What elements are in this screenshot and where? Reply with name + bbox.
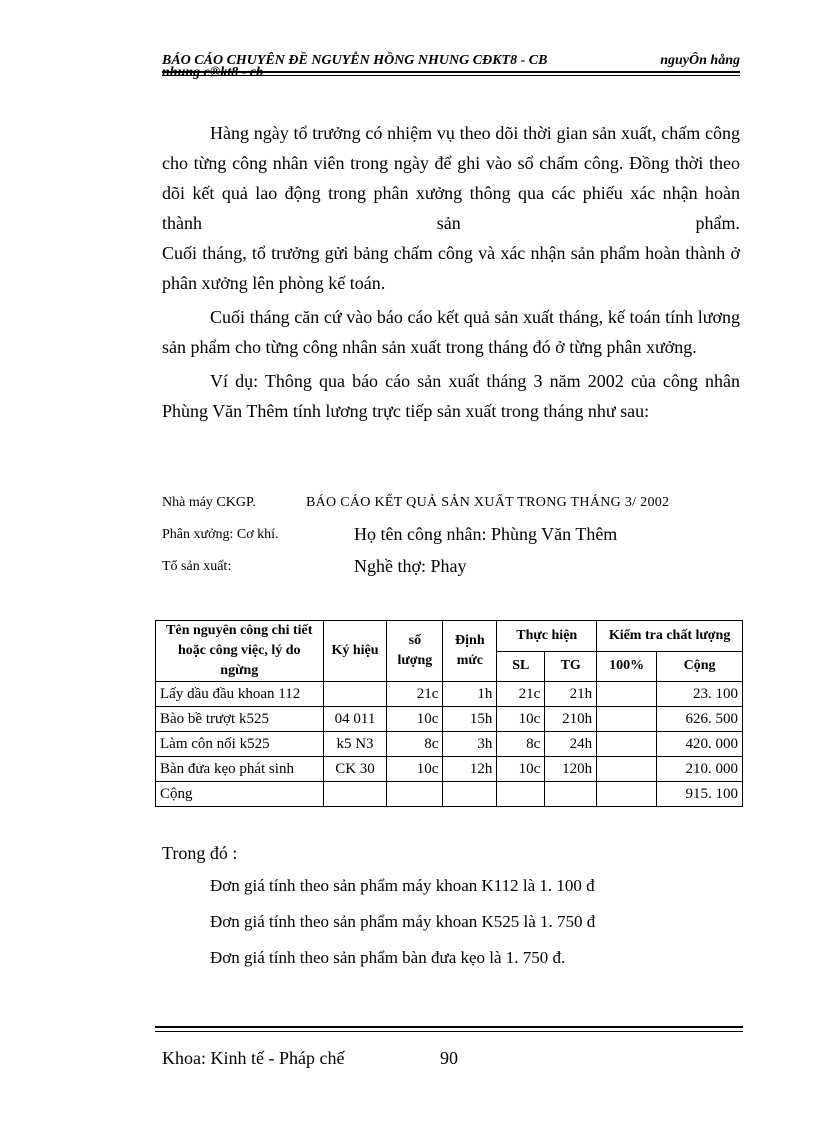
trade-value: Nghề thợ: Phay: [354, 556, 467, 576]
paragraph-1: Hàng ngày tổ trưởng có nhiệm vụ theo dõi thời gian sản xuất, chấm công cho từng công nhân viên trong ngày để ghi vào sổ chấm công. Đồng thời theo dõi kết quả lao động trong phân xưởng thông qua các phiếu xác nhận hoàn thành sản phẩm.: [162, 123, 740, 233]
workshop-label: Phân xưởng: Cơ khí.: [162, 527, 279, 542]
table-row: Làm côn nối k525 k5 N3 8c 3h 8c 24h 420. 000: [156, 732, 743, 757]
footer-rule-thin: [155, 1031, 743, 1032]
col-task: Tên nguyên công chi tiết hoặc công việc, lý do ngừng: [156, 621, 324, 682]
factory-label: Nhà máy CKGP.: [162, 495, 256, 510]
worker-name: Họ tên công nhân: Phùng Văn Thêm: [354, 524, 618, 544]
col-norm: Định mức: [443, 621, 497, 682]
team-label: Tổ sản xuất:: [162, 559, 232, 574]
header-author: nguyÔn hång: [660, 53, 740, 68]
table-total-row: Cộng 915. 100: [156, 782, 743, 807]
col-qty: số lượng: [387, 621, 443, 682]
unit-price-item: Đơn giá tính theo sản phẩm máy khoan K112 là 1. 100 đ: [210, 876, 595, 895]
col-pct: 100%: [597, 651, 657, 682]
header-subtitle: nhung c®kt8 - cb: [162, 65, 264, 80]
header-rule-thin: [162, 75, 740, 76]
unit-price-item: Đơn giá tính theo sản phẩm máy khoan K525 là 1. 750 đ: [210, 912, 596, 931]
table-row: Bàn đưa kẹo phát sinh CK 30 10c 12h 10c 120h 210. 000: [156, 757, 743, 782]
paragraph-1-continued: Cuối tháng, tổ trưởng gửi bảng chấm công và xác nhận sản phẩm hoàn thành ở phân xưởng lên phòng kế toán.: [162, 243, 740, 293]
col-total: Cộng: [657, 651, 743, 682]
paragraph-3: Ví dụ: Thông qua báo cáo sản xuất tháng 3 năm 2002 của công nhân Phùng Văn Thêm tính lương trực tiếp sản xuất trong tháng như sau:: [162, 371, 740, 421]
report-info: [162, 495, 740, 591]
table-row: Lấy dầu đầu khoan 112 21c 1h 21c 21h 23. 100: [156, 682, 743, 707]
body-text: [162, 118, 740, 426]
header-rule: [162, 71, 740, 73]
paragraph-2: Cuối tháng căn cứ vào báo cáo kết quả sản xuất tháng, kế toán tính lương sản phẩm cho từng công nhân sản xuất trong tháng đó ở từng phân xưởng.: [162, 307, 740, 357]
report-title: BÁO CÁO KẾT QUẢ SẢN XUẤT TRONG THÁNG 3/ 2002: [306, 495, 670, 510]
footer-rule: [155, 1026, 743, 1028]
footer-department: Khoa: Kinh tế - Pháp chế: [162, 1048, 345, 1068]
col-sl: SL: [497, 651, 545, 682]
unit-price-item: Đơn giá tính theo sản phẩm bàn đưa kẹo là 1. 750 đ.: [210, 948, 566, 967]
header-title: BÁO CÁO CHUYÊN ĐỀ NGUYỄN HỒNG NHUNG CĐKT8 - CB: [162, 53, 548, 68]
col-tg: TG: [545, 651, 597, 682]
col-check: Kiểm tra chất lượng: [597, 621, 743, 652]
col-actual: Thực hiện: [497, 621, 597, 652]
table-row: Bào bề trượt k525 04 011 10c 15h 10c 210h 626. 500: [156, 707, 743, 732]
col-code: Ký hiệu: [323, 621, 387, 682]
page-number: 90: [440, 1048, 458, 1068]
unit-prices-intro: Trong đó :: [162, 843, 238, 863]
production-table: [155, 620, 743, 807]
unit-prices: [162, 838, 742, 976]
